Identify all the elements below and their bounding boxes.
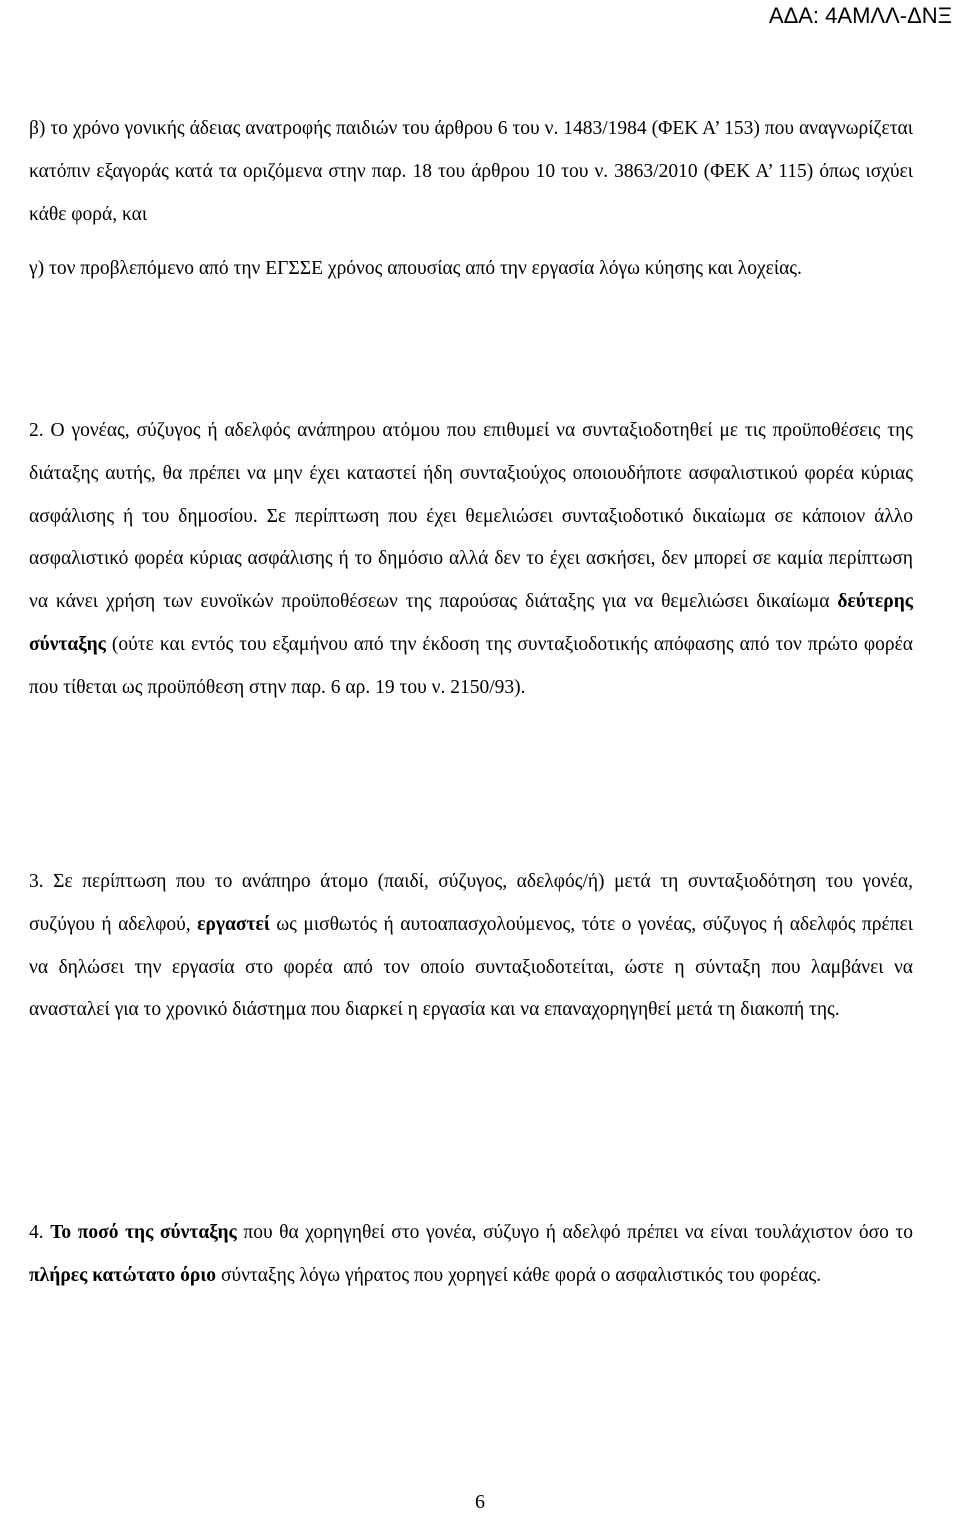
paragraph-3-text-end: ως μισθωτός ή αυτοαπασχολούμενος, τότε ο γονέας, σύζυγος ή αδελφός πρέπει να δηλώσει την εργασία στο φορέα από τον οποίο συνταξιοδοτείται, ώστε η σύνταξη που λαμβάνει να ανασταλεί για το χρονικό διάστημα που διαρκεί η εργασία και να επαναχορηγηθεί μετά τη διακοπή της. <box>29 913 913 1021</box>
paragraph-item-c: γ) τον προβλεπόμενο από την ΕΓΣΣΕ χρόνος απουσίας από την εργασία λόγω κύησης και λοχείας. <box>29 258 802 279</box>
paragraph-3 <box>29 861 913 1032</box>
paragraph-2-text: 2. Ο γονέας, σύζυγος ή αδελφός ανάπηρου ατόμου που επιθυμεί να συνταξιοδοτηθεί με τις προϋποθέσεις της διάταξης αυτής, θα πρέπει να μην έχει καταστεί ήδη συνταξιούχος οποιουδήποτε ασφαλιστικού φορέα κύριας ασφάλισης ή του δημοσίου. Σε περίπτωση που έχει θεμελιώσει συνταξιοδοτικό δικαίωμα σε κάποιον άλλο ασφαλιστικό φορέα κύριας ασφάλισης ή το δημόσιο αλλά δεν το έχει ασκήσει, δεν μπορεί σε καμία περίπτωση να κάνει χρήση των ευνοϊκών προϋποθέσεων της παρούσας διάταξης για να θεμελιώσει δικαίωμα <box>29 420 913 613</box>
paragraph-4-text: που θα χορηγηθεί στο γονέα, σύζυγο ή αδελφό πρέπει να είναι τουλάχιστον όσο το <box>236 1222 914 1243</box>
paragraph-4-number: 4. <box>29 1222 51 1243</box>
paragraph-4-bold-minimum: πλήρες κατώτατο όριο <box>29 1264 217 1286</box>
paragraph-3-bold-work: εργαστεί <box>197 913 270 935</box>
paragraph-2-text-end: (ούτε και εντός του εξαμήνου από την έκδοση της συνταξιοδοτικής απόφασης από τον πρώτο φορέα που τίθεται ως προϋπόθεση στην παρ. 6 αρ. 19 του ν. 2150/93). <box>29 633 913 698</box>
paragraph-2 <box>29 410 913 710</box>
paragraph-3-text: 3. Σε περίπτωση που το ανάπηρο άτομο (παιδί, σύζυγος, αδελφός/ή) μετά τη συνταξιοδότηση του γονέα, συζύγου ή αδελφού, <box>29 871 913 935</box>
ada-code: ΑΔΑ: 4ΑΜΛΛ-ΔΝΞ <box>768 3 952 28</box>
paragraph-2-bold-second-pension: δεύτερης σύνταξης <box>29 591 913 655</box>
paragraph-4-text-end: σύνταξης λόγω γήρατος που χορηγεί κάθε φορά ο ασφαλιστικός του φορέας. <box>216 1264 822 1286</box>
paragraph-item-b: β) το χρόνο γονικής άδειας ανατροφής παιδιών του άρθρου 6 του ν. 1483/1984 (ΦΕΚ Α’ 153) που αναγνωρίζεται κατόπιν εξαγοράς κατά τα οριζόμενα στην παρ. 18 του άρθρου 10 του ν. 3863/2010 (ΦΕΚ Α’ 115) όπως ισχύει κάθε φορά, και <box>29 118 913 225</box>
paragraph-4-bold-pension-amount: Το ποσό της σύνταξης <box>50 1222 237 1243</box>
page-number: 6 <box>475 1491 485 1513</box>
paragraph-4 <box>29 1212 913 1298</box>
